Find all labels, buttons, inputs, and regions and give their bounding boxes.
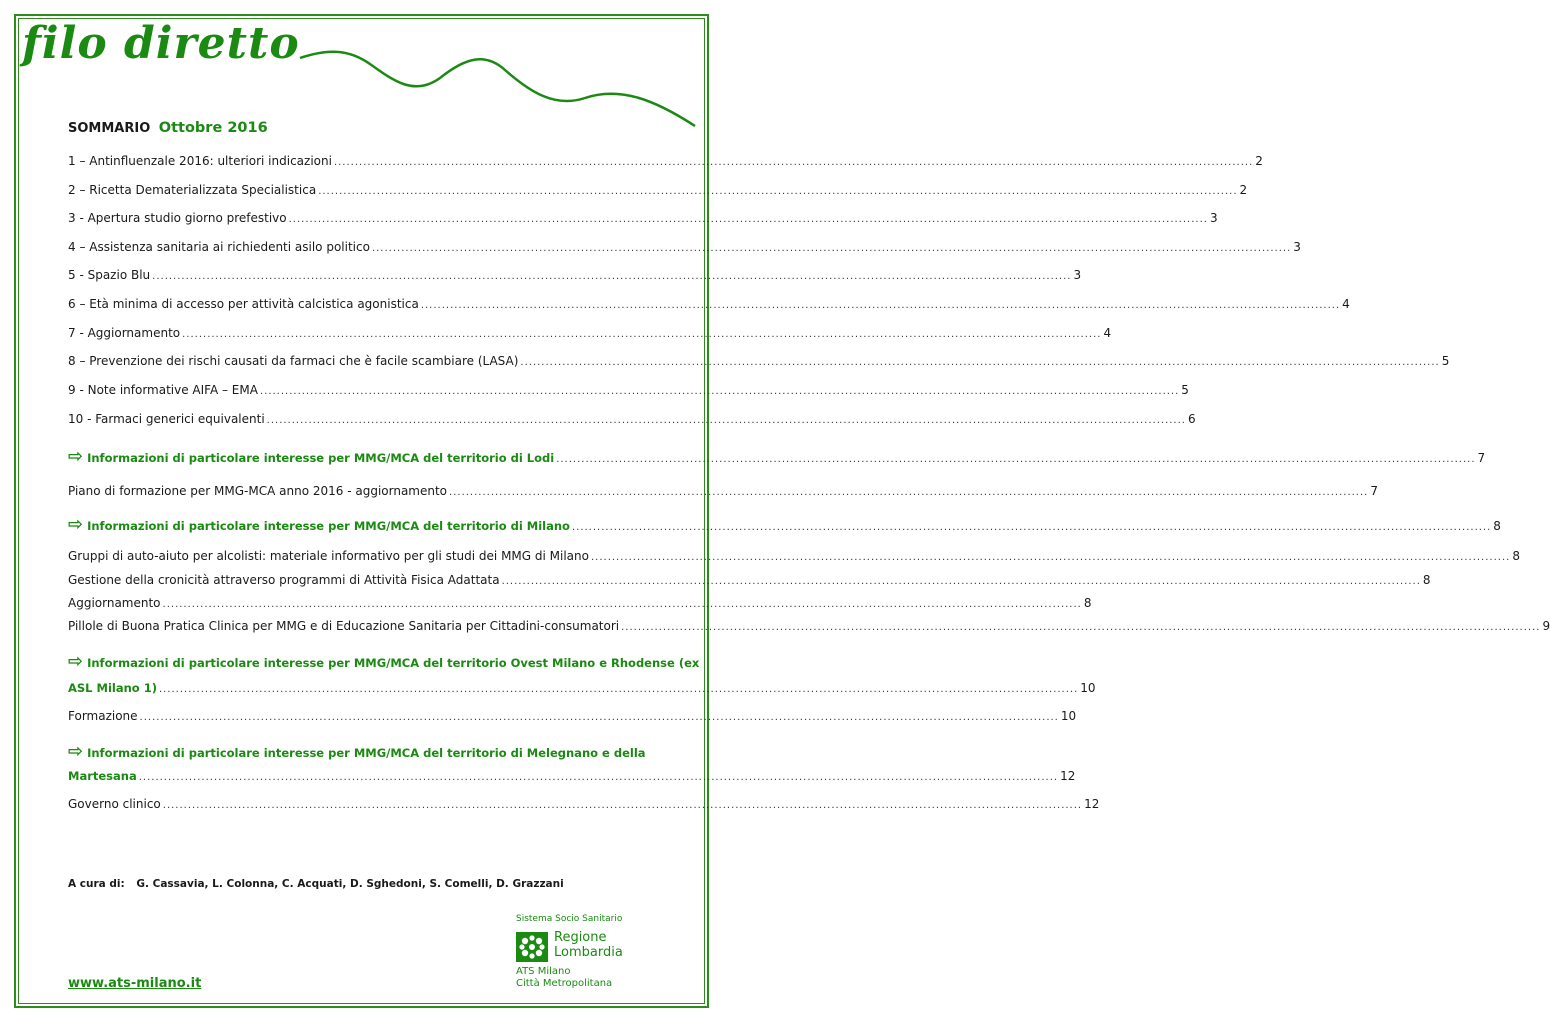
toc-page-number: 8 (1493, 519, 1501, 533)
masthead-text: filo diretto (22, 18, 300, 69)
toc-entry-text: Martesana (68, 769, 137, 783)
toc-entry-text: 9 - Note informative AIFA – EMA (68, 383, 258, 397)
toc-entry-text: 10 - Farmaci generici equivalenti (68, 412, 265, 426)
toc-row[interactable] (68, 681, 1096, 695)
toc-page-number: 7 (1370, 484, 1378, 498)
toc-entry-text: Gruppi di auto-aiuto per alcolisti: materiale informativo per gli studi dei MMG di Milano (68, 549, 589, 563)
toc-leader-dots: ............................................................................................................................................................................................................................ (162, 599, 1082, 610)
toc-leader-dots: ............................................................................................................................................................................................................................ (152, 271, 1072, 282)
toc-row[interactable] (68, 619, 1550, 633)
logo-system-text: Sistema Socio Sanitario (516, 914, 623, 924)
toc-entry-text: 5 - Spazio Blu (68, 268, 151, 282)
toc-entry-text: 3 - Apertura studio giorno prefestivo (68, 211, 287, 225)
toc-row[interactable] (68, 549, 1520, 563)
toc-entry-text: 4 – Assistenza sanitaria ai richiedenti asilo politico (68, 240, 370, 254)
toc-entry-text: Informazioni di particolare interesse per MMG/MCA del territorio di Milano (87, 519, 570, 533)
toc-row[interactable] (68, 573, 1431, 587)
toc-page-number: 3 (1293, 240, 1301, 254)
toc-page-number: 6 (1187, 412, 1196, 426)
arrow-right-icon: ⇨ (68, 741, 84, 762)
toc-leader-dots: ............................................................................................................................................................................................................................ (501, 576, 1421, 587)
toc-leader-dots: ............................................................................................................................................................................................................................ (259, 386, 1180, 397)
toc-entry-text: 2 – Ricetta Dematerializzata Specialistica (68, 183, 317, 197)
toc-row[interactable] (68, 240, 1301, 254)
toc-leader-dots: ............................................................................................................................................................................................................................ (420, 300, 1341, 311)
toc-row[interactable] (68, 797, 1100, 811)
credits-names: G. Cassavia, L. Colonna, C. Acquati, D. Sghedoni, S. Comelli, D. Grazzani (136, 878, 564, 890)
toc-page-number: 4 (1342, 297, 1350, 311)
toc-leader-dots: ............................................................................................................................................................................................................................ (266, 415, 1186, 426)
toc-leader-dots: ............................................................................................................................................................................................................................ (371, 243, 1292, 254)
toc-page-number: 10 (1060, 709, 1077, 723)
toc-page-number: 5 (1441, 354, 1450, 368)
logo-region-line1: Regione (554, 930, 607, 945)
toc-page-number: 7 (1477, 451, 1486, 465)
toc-page-number: 2 (1255, 154, 1263, 168)
toc-row[interactable] (68, 484, 1378, 498)
toc-row[interactable] (68, 183, 1248, 197)
toc-entry-text: 7 - Aggiornamento (68, 326, 181, 340)
toc-row[interactable] (68, 651, 700, 672)
toc-leader-dots: ............................................................................................................................................................................................................................ (182, 329, 1102, 340)
toc-entry-text: Governo clinico (68, 797, 161, 811)
toc-leader-dots: ............................................................................................................................................................................................................................ (621, 622, 1541, 633)
toc-entry-text: ASL Milano 1) (68, 681, 157, 695)
logo-ats-line2: Città Metropolitana (516, 978, 613, 989)
credits-label: A cura di: (68, 878, 125, 890)
toc-entry-text: Pillole di Buona Pratica Clinica per MMG e di Educazione Sanitaria per Cittadini-consumatori (68, 619, 620, 633)
website-link[interactable]: www.ats-milano.it (68, 976, 202, 991)
toc-row[interactable] (68, 268, 1082, 282)
toc-entry-text: Aggiornamento (68, 596, 161, 610)
toc-entry-text: Informazioni di particolare interesse per MMG/MCA del territorio di Lodi (87, 451, 555, 465)
toc-entry-text: Informazioni di particolare interesse per MMG/MCA del territorio Ovest Milano e Rhodense (ex (87, 656, 700, 670)
toc-page-number: 8 (1422, 573, 1431, 587)
arrow-right-icon: ⇨ (68, 651, 84, 672)
toc-page-number: 3 (1073, 268, 1082, 282)
toc-entry-text: Piano di formazione per MMG-MCA anno 2016 - aggiornamento (68, 484, 448, 498)
toc-page-number: 10 (1080, 681, 1096, 695)
toc-row[interactable] (68, 297, 1350, 311)
logo-ats-text (516, 966, 612, 990)
toc-leader-dots: ............................................................................................................................................................................................................................ (139, 712, 1059, 723)
toc-leader-dots: ............................................................................................................................................................................................................................ (556, 454, 1476, 465)
toc-row[interactable] (68, 769, 1076, 783)
toc-leader-dots: ............................................................................................................................................................................................................................ (571, 522, 1492, 533)
toc-entry-text: 1 – Antinfluenzale 2016: ulteriori indicazioni (68, 154, 332, 168)
toc-page-number: 12 (1084, 797, 1100, 811)
lombardia-rose-icon (516, 932, 548, 962)
toc-entry-text: Gestione della cronicità attraverso programmi di Attività Fisica Adattata (68, 573, 500, 587)
toc-row[interactable] (68, 383, 1189, 397)
toc-entry-text: 6 – Età minima di accesso per attività calcistica agonistica (68, 297, 419, 311)
toc-page-number: 8 (1512, 549, 1520, 563)
arrow-right-icon: ⇨ (68, 446, 84, 467)
toc-page-number: 3 (1209, 211, 1218, 225)
summary-label: SOMMARIO (68, 121, 151, 136)
summary-month: Ottobre 2016 (158, 120, 268, 136)
toc-leader-dots: ............................................................................................................................................................................................................................ (288, 214, 1208, 225)
credits (68, 878, 564, 890)
masthead-wave (300, 30, 710, 140)
toc-page-number: 8 (1083, 596, 1092, 610)
toc-leader-dots: ............................................................................................................................................................................................................................ (158, 684, 1079, 695)
toc-page-number: 4 (1103, 326, 1112, 340)
toc-row[interactable] (68, 741, 656, 762)
toc-leader-dots: ............................................................................................................................................................................................................................ (138, 772, 1059, 783)
toc-leader-dots: ............................................................................................................................................................................................................................ (520, 357, 1440, 368)
toc-leader-dots: ............................................................................................................................................................................................................................ (162, 800, 1083, 811)
toc-row[interactable] (68, 154, 1263, 168)
toc-leader-dots: ............................................................................................................................................................................................................................ (449, 487, 1369, 498)
toc-leader-dots: ............................................................................................................................................................................................................................ (318, 186, 1238, 197)
toc-entry-text: 8 – Prevenzione dei rischi causati da farmaci che è facile scambiare (LASA) (68, 354, 519, 368)
toc-row[interactable] (68, 514, 1501, 535)
toc-row[interactable] (68, 596, 1092, 610)
toc-page-number: 9 (1542, 619, 1550, 633)
toc-row[interactable] (68, 709, 1077, 723)
regione-lombardia-logo (516, 914, 676, 994)
toc-row[interactable] (68, 354, 1450, 368)
toc-page-number: 2 (1239, 183, 1248, 197)
toc-page-number: 5 (1181, 383, 1189, 397)
arrow-right-icon: ⇨ (68, 514, 84, 535)
toc-entry-text: Informazioni di particolare interesse per MMG/MCA del territorio di Melegnano e della (87, 746, 646, 760)
toc-row[interactable] (68, 446, 1486, 467)
logo-region-text (554, 930, 623, 960)
toc-leader-dots: ............................................................................................................................................................................................................................ (590, 552, 1511, 563)
toc-leader-dots: ............................................................................................................................................................................................................................ (333, 157, 1254, 168)
toc-row[interactable] (68, 412, 1196, 426)
toc-entry-text: Formazione (68, 709, 138, 723)
toc-row[interactable] (68, 211, 1218, 225)
toc-page-number: 12 (1060, 769, 1076, 783)
toc-row[interactable] (68, 326, 1112, 340)
logo-ats-line1: ATS Milano (516, 966, 571, 977)
summary-header (68, 120, 268, 136)
logo-region-line2: Lombardia (554, 945, 623, 960)
